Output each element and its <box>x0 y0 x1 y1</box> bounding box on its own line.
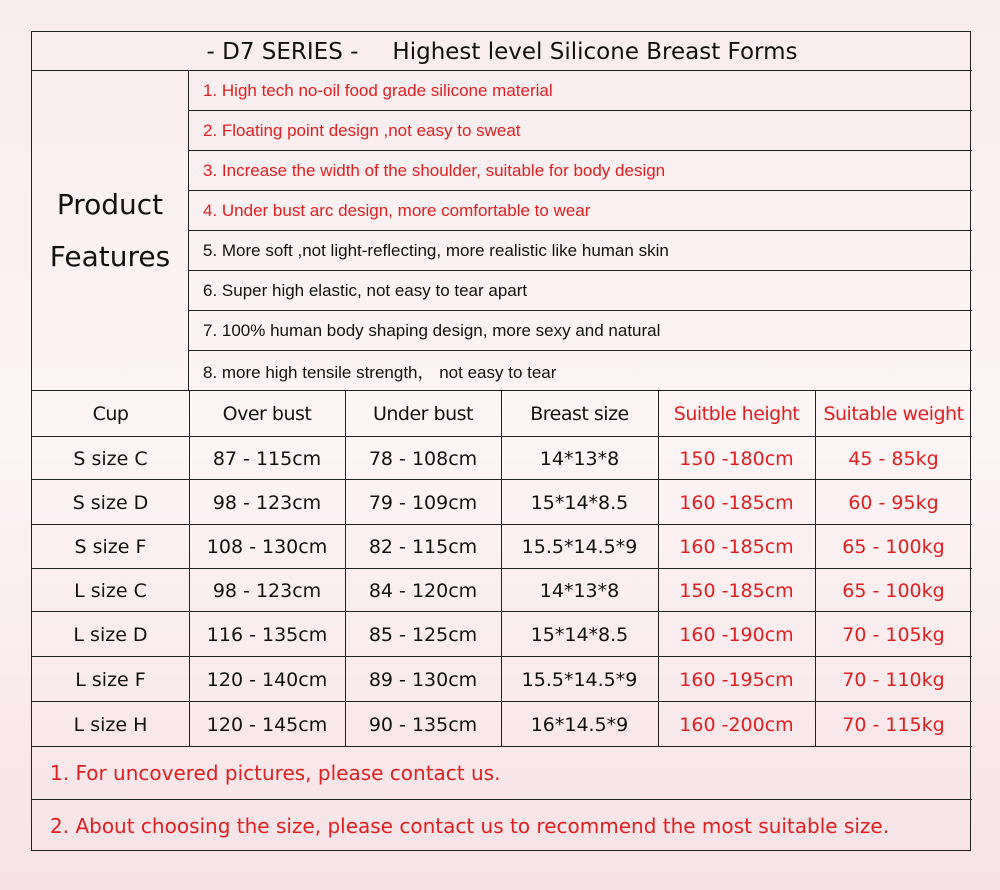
table-cell: L size F <box>75 668 146 691</box>
table-cell: 15*14*8.5 <box>530 623 629 646</box>
table-cell: 160 -185cm <box>679 536 794 558</box>
table-cell: 70 - 110kg <box>842 668 945 691</box>
table-cell: 70 - 115kg <box>842 713 945 736</box>
product-features-label-line1: Product <box>56 188 164 221</box>
table-cell: S size D <box>72 491 149 514</box>
table-cell: S size C <box>73 447 148 470</box>
table-cell: 120 - 140cm <box>206 668 328 691</box>
table-cell: 84 - 120cm <box>368 579 478 602</box>
series-label: - D7 SERIES - <box>206 38 359 65</box>
feature-item: 5. More soft ,not light-reflecting, more realistic like human skin <box>203 240 669 260</box>
table-cell: 150 -185cm <box>679 579 794 602</box>
table-cell: 116 - 135cm <box>206 623 328 646</box>
table-cell: 65 - 100kg <box>842 579 945 602</box>
feature-item: 3. Increase the width of the shoulder, suitable for body design <box>203 160 666 180</box>
table-cell: S size F <box>74 536 147 558</box>
product-title: Highest level Silicone Breast Forms <box>392 38 798 65</box>
table-cell: 79 - 109cm <box>368 491 478 514</box>
size-chart-sheet <box>31 31 971 851</box>
table-header-cell: Under bust <box>372 403 473 425</box>
table-cell: 78 - 108cm <box>368 447 478 470</box>
table-cell: 160 -195cm <box>679 668 794 691</box>
table-cell: 15.5*14.5*9 <box>521 536 638 558</box>
feature-item: 2. Floating point design ,not easy to sweat <box>203 120 521 140</box>
note-item: 1. For uncovered pictures, please contact us. <box>50 761 501 785</box>
table-cell: 16*14.5*9 <box>530 713 629 736</box>
table-cell: 160 -200cm <box>679 713 794 736</box>
table-cell: 98 - 123cm <box>212 491 322 514</box>
table-cell: 160 -190cm <box>679 623 794 646</box>
table-cell: 82 - 115cm <box>368 536 478 558</box>
table-header-cell: Suitable weight <box>823 403 964 425</box>
table-cell: L size H <box>73 713 148 736</box>
table-cell: 65 - 100kg <box>842 536 945 558</box>
table-cell: L size C <box>74 579 147 602</box>
feature-item: 8. more high tensile strength， not easy to tear <box>203 363 557 382</box>
feature-item: 6. Super high elastic, not easy to tear apart <box>203 280 528 300</box>
table-cell: 120 - 145cm <box>206 713 328 736</box>
table-cell: 14*13*8 <box>539 447 620 470</box>
table-cell: 14*13*8 <box>539 579 620 602</box>
table-header-cell: Suitble height <box>673 403 800 425</box>
table-cell: 150 -180cm <box>679 447 794 470</box>
table-cell: 85 - 125cm <box>368 623 478 646</box>
table-cell: 45 - 85kg <box>848 447 939 470</box>
product-features-label <box>32 72 188 390</box>
product-features-label-line2: Features <box>49 240 171 273</box>
table-cell: 89 - 130cm <box>368 668 478 691</box>
feature-item: 7. 100% human body shaping design, more sexy and natural <box>203 320 661 340</box>
chart-title <box>32 32 972 71</box>
divider <box>32 799 972 800</box>
table-header-cell: Breast size <box>530 403 629 425</box>
table-cell: 98 - 123cm <box>212 579 322 602</box>
table-cell: 90 - 135cm <box>368 713 478 736</box>
table-header-cell: Cup <box>92 403 129 425</box>
table-cell: 15*14*8.5 <box>530 491 629 514</box>
table-cell: 70 - 105kg <box>842 623 945 646</box>
note-item: 2. About choosing the size, please contact us to recommend the most suitable size. <box>50 813 890 838</box>
table-cell: 160 -185cm <box>679 491 794 514</box>
feature-item: 4. Under bust arc design, more comfortable to wear <box>203 200 591 220</box>
table-cell: 15.5*14.5*9 <box>521 668 638 691</box>
table-cell: 87 - 115cm <box>212 447 322 470</box>
table-header-cell: Over bust <box>222 403 312 425</box>
table-cell: 60 - 95kg <box>848 491 939 514</box>
table-cell: L size D <box>73 623 148 646</box>
table-cell: 108 - 130cm <box>206 536 328 558</box>
feature-item: 1. High tech no-oil food grade silicone material <box>203 80 553 100</box>
